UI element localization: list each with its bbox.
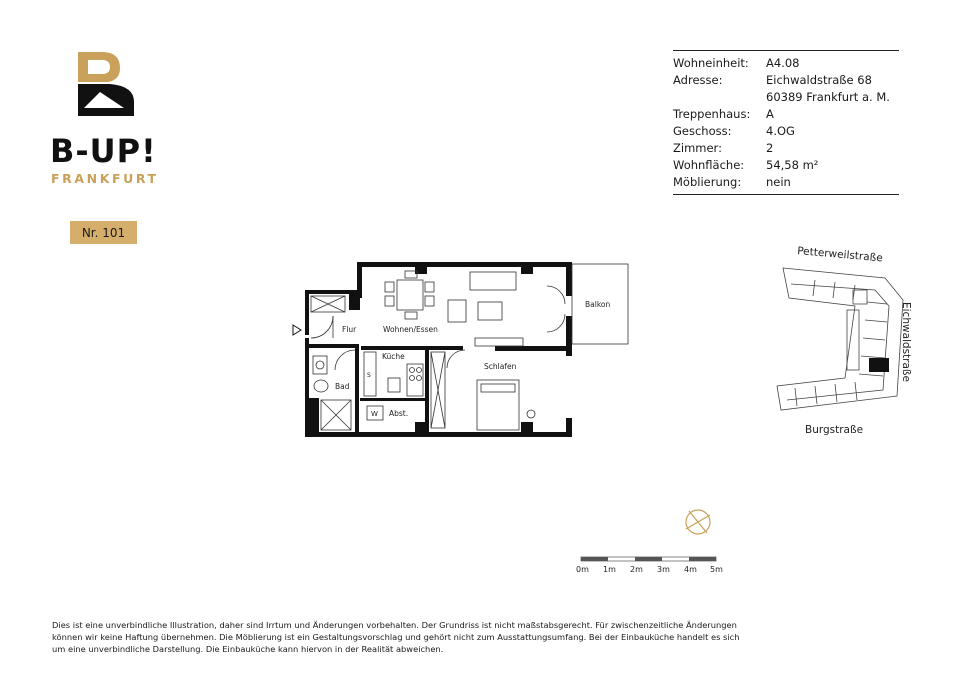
room-label-abst: Abst. (389, 409, 409, 418)
room-label-kueche: Küche (382, 352, 405, 361)
street-east: Eichwaldstraße (900, 302, 912, 382)
entrance-arrow-icon (293, 325, 301, 335)
scale-label: 5m (710, 565, 723, 574)
scale-label: 2m (630, 565, 643, 574)
scale-label: 3m (657, 565, 670, 574)
info-key: Treppenhaus: (673, 107, 751, 121)
room-label-wohnen: Wohnen/Essen (383, 325, 438, 334)
info-key: Adresse: (673, 73, 723, 87)
brand-city: FRANKFURT (51, 171, 159, 186)
info-value: A4.08 (766, 56, 800, 70)
info-row (673, 174, 899, 191)
site-plan-drawing (755, 240, 930, 440)
unit-number-badge: Nr. 101 (70, 221, 137, 244)
scale-label: 4m (684, 565, 697, 574)
info-row (673, 140, 899, 157)
info-value: 2 (766, 141, 774, 155)
compass-icon (680, 505, 716, 541)
building-outline (777, 268, 903, 410)
unit-highlight (869, 358, 889, 372)
info-value: 54,58 m² (766, 158, 819, 172)
info-value: A (766, 107, 774, 121)
info-value: 4.OG (766, 124, 795, 138)
info-row (673, 106, 899, 123)
info-row (673, 72, 899, 89)
street-south: Burgstraße (805, 424, 864, 436)
scale-label: 1m (603, 565, 616, 574)
floor-plan (285, 258, 635, 448)
unit-info-table (673, 50, 899, 195)
street-north: Petterweilstraße (796, 245, 884, 265)
info-key: Zimmer: (673, 141, 722, 155)
info-value: Eichwaldstraße 68 (766, 73, 872, 87)
info-row (673, 55, 899, 72)
scale-bar-drawing (570, 552, 730, 576)
info-key: Wohneinheit: (673, 56, 749, 70)
info-row (673, 89, 899, 106)
room-label-flur: Flur (342, 325, 357, 334)
logo-mark (50, 50, 140, 130)
info-row (673, 157, 899, 174)
brand-name: B-UP! (50, 132, 157, 170)
info-key: Möblierung: (673, 175, 742, 189)
info-value: 60389 Frankfurt a. M. (766, 90, 890, 104)
site-plan (755, 240, 930, 445)
info-row (673, 123, 899, 140)
info-value: nein (766, 175, 791, 189)
scale-label: 0m (576, 565, 589, 574)
disclaimer-text: Dies ist eine unverbindliche Illustration, daher sind Irrtum und Änderungen vorbehalten. Der Grundriss ist nicht maßstabsgerecht. Für zwischenzeitliche Änderungen können wir keine Haftung übernehmen. Die Möblierung ist ein Gestaltungsvorschlag und gehört nicht zum Ausstattungsumfang. Bei der Einbauküche handelt es sich um eine unverbindliche Darstellung. Die Einbauküche kann hiervon in der Realität abweichen. (52, 620, 740, 654)
floor-plan-drawing (285, 258, 635, 443)
appliance-label: S (367, 372, 371, 379)
room-label-bad: Bad (335, 382, 350, 391)
info-key (673, 89, 766, 106)
scale-bar (570, 552, 730, 581)
info-key: Geschoss: (673, 124, 732, 138)
walls (305, 262, 572, 437)
info-key: Wohnfläche: (673, 158, 745, 172)
washer-label: W (371, 410, 378, 418)
compass (680, 505, 716, 546)
room-label-balkon: Balkon (585, 300, 611, 309)
room-label-schlafen: Schlafen (484, 362, 517, 371)
